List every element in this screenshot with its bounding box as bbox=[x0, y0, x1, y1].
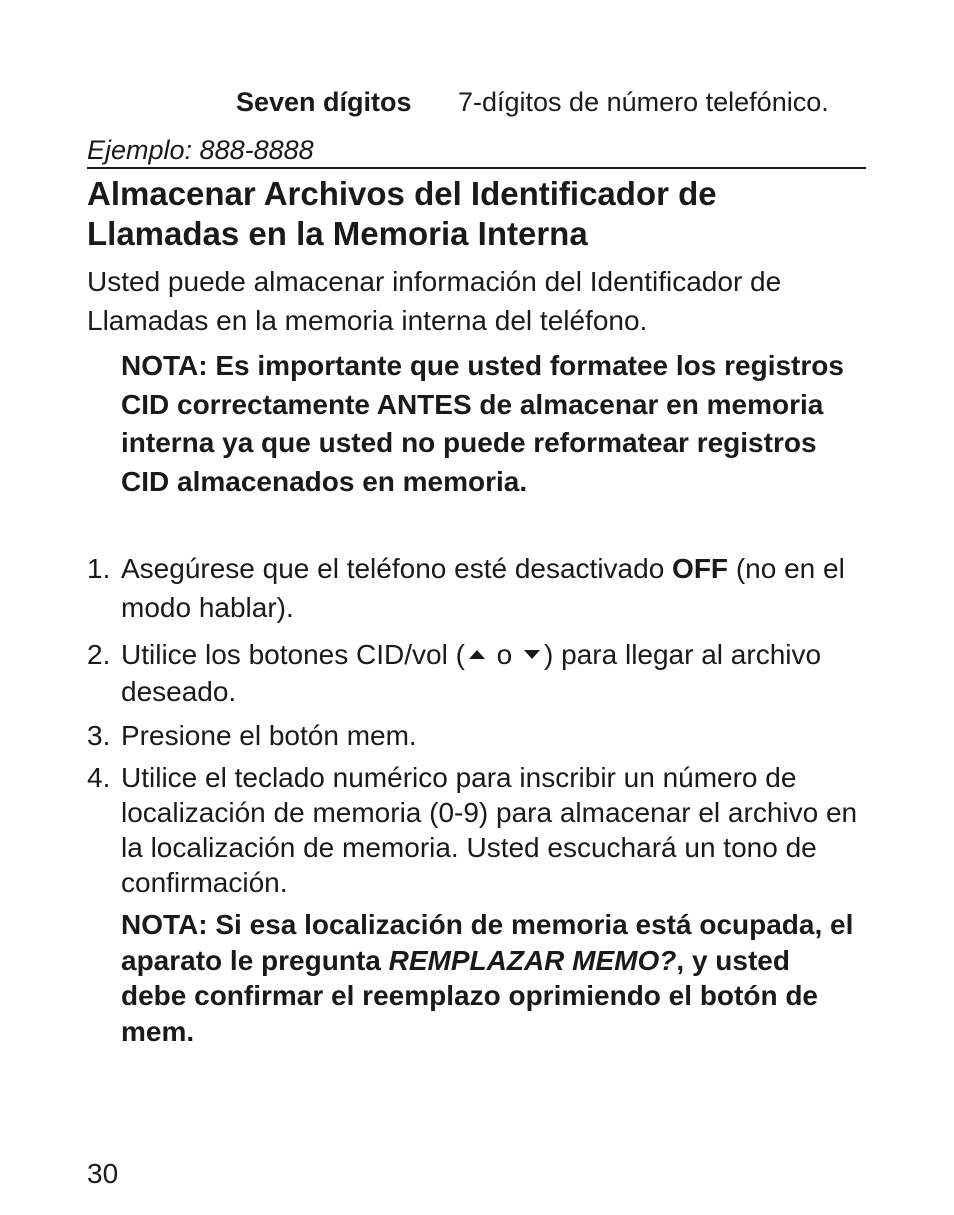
step-text: Presione el botón mem. bbox=[121, 720, 417, 751]
page-number: 30 bbox=[87, 1158, 119, 1189]
step-number: 4. bbox=[87, 762, 111, 793]
step-text-part: Asegúrese que el teléfono esté desactivado bbox=[121, 553, 673, 584]
triangle-up-icon bbox=[469, 650, 485, 659]
step-text bbox=[121, 550, 877, 627]
replace-memo-prompt: REMPLAZAR MEMO? bbox=[388, 944, 677, 976]
note-occupied-location bbox=[121, 907, 861, 1049]
step-text-part: Utilice los botones CID/vol ( bbox=[121, 639, 465, 670]
definition-description: 7-dígitos de número telefónico. bbox=[458, 87, 829, 117]
definition-row bbox=[236, 84, 876, 120]
definition-term: Seven dígitos bbox=[236, 87, 412, 117]
off-keyword: OFF bbox=[672, 553, 729, 584]
step-number: 2. bbox=[87, 639, 111, 670]
step-text: Utilice el teclado numérico para inscribir un número de localización de memoria (0-9) para almacenar el archivo en la localización de memoria. Usted escuchará un tono de confirmación. bbox=[121, 762, 858, 898]
step-text-part: ) para llegar al archivo deseado. bbox=[121, 639, 822, 707]
step-text-part: (no en el modo hablar). bbox=[121, 553, 845, 623]
note-text-part: , y usted debe confirmar el reemplazo oprimiendo el botón de mem. bbox=[121, 944, 819, 1047]
list-item bbox=[87, 550, 877, 627]
section-divider bbox=[87, 167, 866, 169]
section-title: Almacenar Archivos del Identificador de Llamadas en la Memoria Interna bbox=[87, 175, 717, 252]
list-item bbox=[87, 718, 877, 754]
example-text: Ejemplo: 888-8888 bbox=[87, 135, 314, 165]
step-number: 1. bbox=[87, 553, 111, 584]
list-item bbox=[87, 760, 877, 900]
triangle-down-icon bbox=[524, 650, 540, 659]
step-text-part: o bbox=[488, 639, 521, 670]
note-text-part: NOTA: Si esa localización de memoria está ocupada, el aparato le pregunta bbox=[121, 909, 854, 976]
step-number: 3. bbox=[87, 720, 111, 751]
intro-paragraph: Usted puede almacenar información del Identificador de Llamadas en la memoria interna del teléfono. bbox=[87, 266, 782, 336]
note-important: NOTA: Es importante que usted formatee los registros CID correctamente ANTES de almacenar en memoria interna ya que usted no puede reformatear registros CID almacenados en memoria. bbox=[121, 350, 844, 497]
step-text bbox=[121, 636, 877, 710]
list-item bbox=[87, 636, 877, 710]
